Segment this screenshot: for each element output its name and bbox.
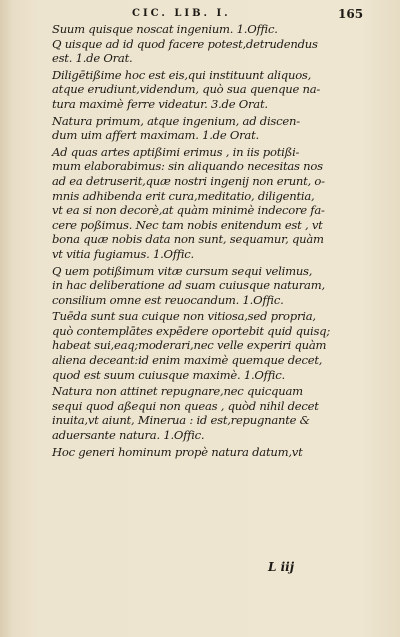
text-line: aliena deceant:id enim maximè quemque decet, <box>52 353 323 368</box>
page-number: 165 <box>338 7 364 21</box>
paragraph <box>52 22 362 37</box>
text-line: Diligētißime hoc est eis,qui instituunt aliquos, <box>52 67 312 82</box>
text-line: sequi quod aßequi non queas , quòd nihil decet <box>52 398 319 413</box>
text-line: quò contemplātes expēdere oportebit quid quisq; <box>52 323 331 338</box>
paragraph <box>52 37 362 66</box>
text-line: consilium omne est reuocandum. 1.Offic. <box>52 292 284 307</box>
text-line: mum elaborabimus: sin aliquando necesitas nos <box>52 159 323 174</box>
paragraph <box>52 445 362 460</box>
text-line: atque erudiunt,videndum, quò sua quenque na- <box>52 82 321 97</box>
text-line: Q uem potißimum vitæ cursum sequi velimus, <box>52 263 313 278</box>
text-line: tura maximè ferre videatur. 3.de Orat. <box>52 96 268 111</box>
signature-mark: L iij <box>268 560 295 574</box>
running-head: CIC. LIB. I. <box>132 8 231 19</box>
text-line: vt vitia fugiamus. 1.Offic. <box>52 246 194 261</box>
text-line: Ad quas artes aptißimi erimus , in iis potißi- <box>52 144 300 159</box>
text-line: bona quæ nobis data non sunt, sequamur, quàm <box>52 232 324 247</box>
paragraph <box>52 384 362 442</box>
text-line: dum uim affert maximam. 1.de Orat. <box>52 128 259 143</box>
body-text <box>52 22 362 459</box>
text-line: Q uisque ad id quod facere potest,detrudendus <box>52 36 318 51</box>
paragraph <box>52 145 362 262</box>
text-line: Tuēda sunt sua cuique non vitiosa,sed propria, <box>52 309 316 324</box>
text-line: quod est suum cuiusque maximè. 1.Offic. <box>52 367 285 382</box>
text-line: cere poßimus. Nec tam nobis enitendum est , vt <box>52 217 323 232</box>
text-line: inuita,vt aiunt, Minerua : id est,repugnante & <box>52 413 310 428</box>
text-line: aduersante natura. 1.Offic. <box>52 428 205 443</box>
text-line: Natura primum, atque ingenium, ad discen- <box>52 113 300 128</box>
text-line: vt ea si non decorè,at quàm minimè indecore fa- <box>52 203 325 218</box>
text-line: in hac deliberatione ad suam cuiusque naturam, <box>52 278 325 293</box>
text-line: est. 1.de Orat. <box>52 51 133 66</box>
text-line: Hoc generi hominum propè natura datum,vt <box>52 444 303 459</box>
paragraph <box>52 68 362 112</box>
paragraph <box>52 264 362 308</box>
text-line: Suum quisque noscat ingenium. 1.Offic. <box>52 22 278 36</box>
text-line: habeat sui,eaq;moderari,nec velle experiri quàm <box>52 338 327 353</box>
text-line: ad ea detruserit,quæ nostri ingenij non erunt, o- <box>52 173 325 188</box>
paragraph <box>52 114 362 143</box>
text-line: Natura non attinet repugnare,nec quicquam <box>52 384 303 399</box>
text-line: mnis adhibenda erit cura,meditatio, diligentia, <box>52 188 315 203</box>
paragraph <box>52 309 362 382</box>
page-header <box>0 8 400 22</box>
